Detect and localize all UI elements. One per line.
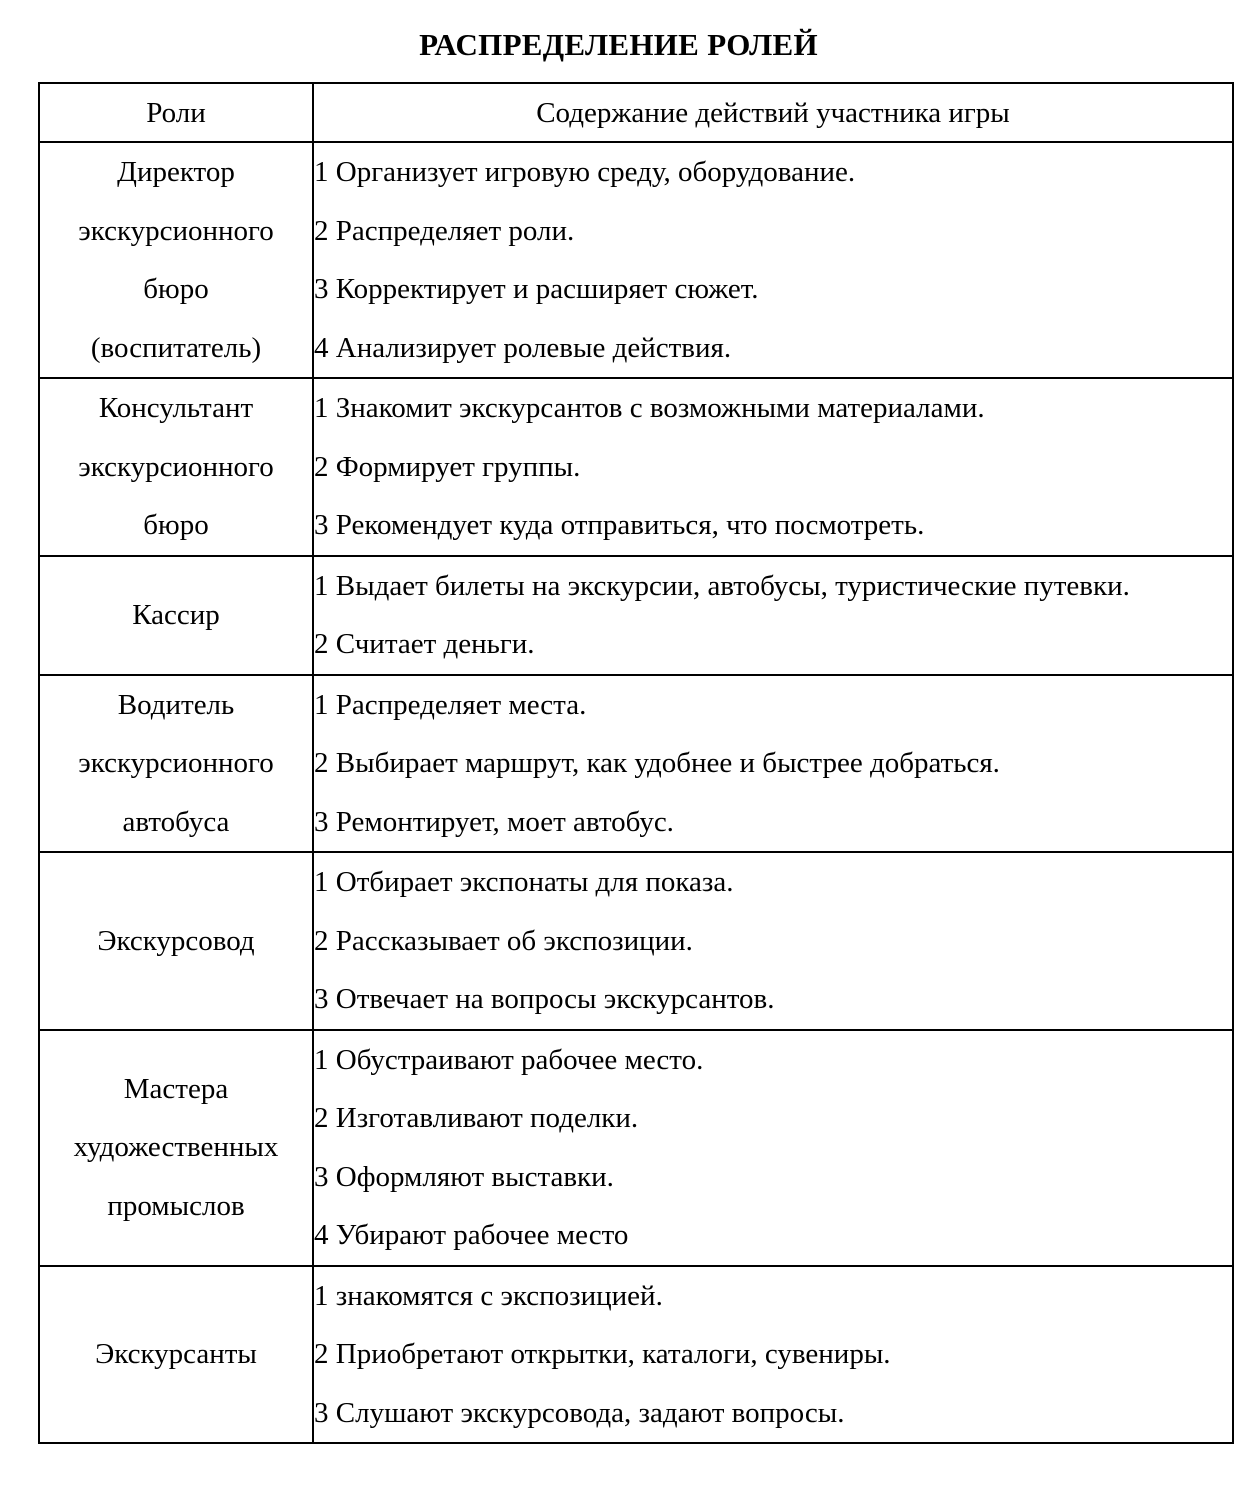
action-item: 3 Корректирует и расширяет сюжет. [314,273,759,305]
action-item: 4 Анализирует ролевые действия. [314,331,732,364]
actions-cell [313,1266,1233,1444]
role-name-line: экскурсионного [78,747,274,779]
role-name-line: художественных [73,1131,279,1164]
role-cell [39,675,313,853]
page-title: РАСПРЕДЕЛЕНИЕ РОЛЕЙ [419,27,818,62]
role-name-line: Директор [117,156,235,188]
table-row [39,852,1233,1030]
action-item: 3 Отвечает на вопросы экскурсантов. [314,983,775,1015]
action-item: 2 Распределяет роли. [314,214,575,247]
action-item: 1 Обустраивают рабочее место. [314,1043,704,1076]
role-name-line: Экскурсовод [97,924,255,957]
column-header-roles: Роли [39,83,313,142]
role-cell [39,1266,313,1444]
table-row [39,556,1233,675]
role-name-line: Мастера [123,1072,229,1105]
role-cell [39,852,313,1030]
actions-cell [313,852,1233,1030]
action-item: 2 Рассказывает об экспозиции. [314,924,693,957]
role-name-line: экскурсионного [78,450,274,483]
role-name-line: бюро [143,509,209,541]
table-row [39,142,1233,378]
action-item: 1 Отбирает экспонаты для показа. [314,866,734,898]
action-item: 3 Слушают экскурсовода, задают вопросы. [314,1396,845,1429]
table-row [39,1030,1233,1266]
action-item: 1 Выдает билеты на экскурсии, автобусы, туристические путевки. [314,569,1130,602]
action-item: 3 Оформляют выставки. [314,1160,614,1193]
role-name-line: Водитель [117,688,235,721]
action-item: 2 Считает деньги. [314,628,535,660]
action-item: 3 Рекомендует куда отправиться, что посмотреть. [314,509,925,541]
role-name-line: (воспитатель) [90,331,262,364]
action-item: 1 Знакомит экскурсантов с возможными материалами. [314,392,985,424]
role-name-line: автобуса [122,805,230,838]
role-name-line: Консультант [98,392,254,424]
role-name-line: Экскурсанты [95,1338,257,1370]
table-row [39,378,1233,556]
action-item: 2 Формирует группы. [314,450,581,483]
role-name-line: Кассир [132,598,220,631]
actions-cell [313,1030,1233,1266]
actions-cell [313,378,1233,556]
role-cell [39,1030,313,1266]
action-item: 1 Распределяет места. [314,688,587,721]
action-item: 1 Организует игровую среду, оборудование. [314,156,856,188]
action-item: 3 Ремонтирует, моет автобус. [314,805,674,838]
roles-table [38,82,1234,1444]
table-header-row [39,83,1233,142]
table-row [39,675,1233,853]
role-name-line: бюро [143,273,209,305]
column-header-actions: Содержание действий участника игры [313,83,1233,142]
action-item: 1 знакомятся с экспозицией. [314,1279,663,1312]
actions-cell [313,675,1233,853]
role-name-line: промыслов [107,1189,245,1222]
actions-cell [313,556,1233,675]
role-cell [39,556,313,675]
table-row [39,1266,1233,1444]
action-item: 4 Убирают рабочее место [314,1219,629,1251]
role-cell [39,378,313,556]
action-item: 2 Приобретают открытки, каталоги, сувениры. [314,1338,891,1370]
role-cell [39,142,313,378]
actions-cell [313,142,1233,378]
action-item: 2 Изготавливают поделки. [314,1102,639,1134]
role-name-line: экскурсионного [78,214,274,247]
action-item: 2 Выбирает маршрут, как удобнее и быстрее добраться. [314,747,1000,779]
